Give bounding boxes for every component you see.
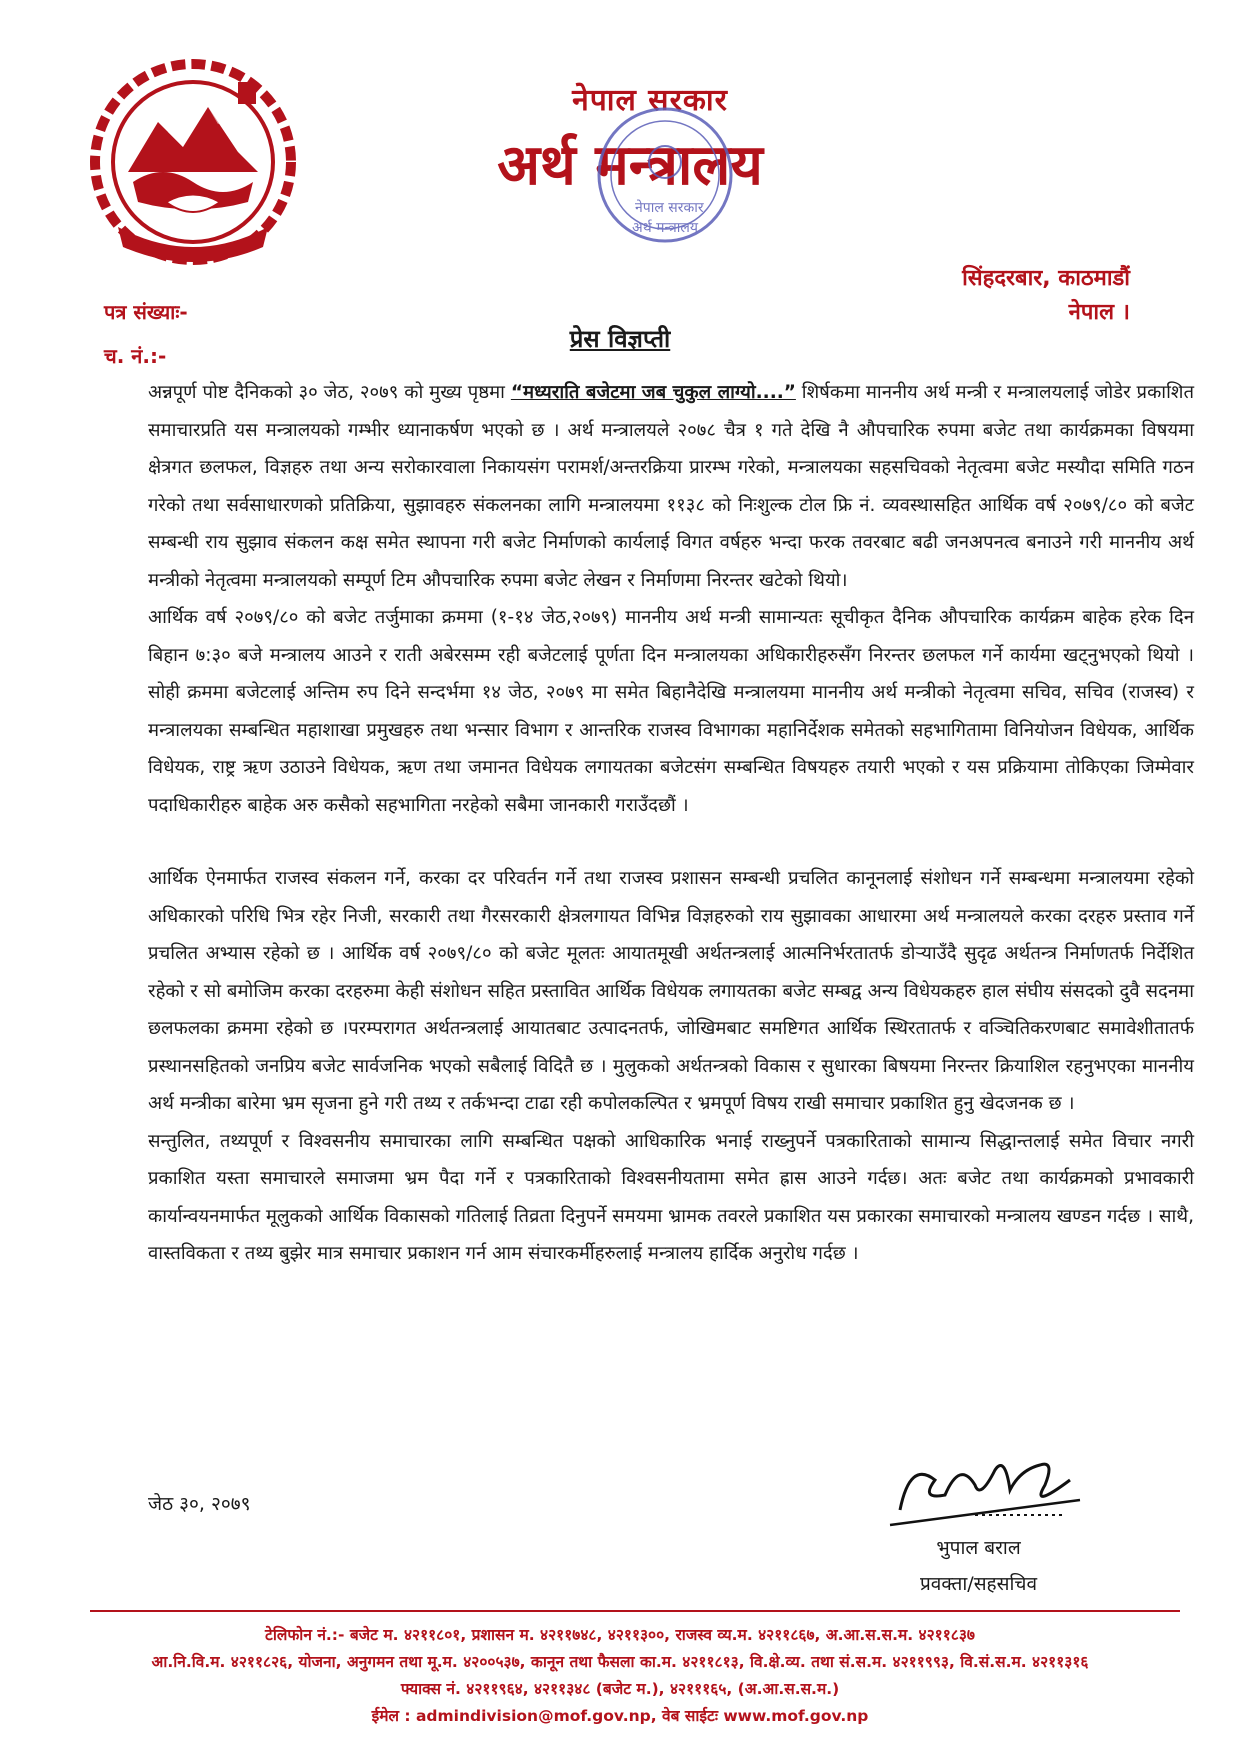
paragraph-1-start: अन्नपूर्ण पोष्ट दैनिकको ३० जेठ, २०७९ को मुख्य पृष्ठमा xyxy=(148,382,511,403)
ministry-name: अर्थ मन्त्रालय xyxy=(497,133,763,198)
paragraph-3: आर्थिक ऐनमार्फत राजस्व संकलन गर्ने, करका दर परिवर्तन गर्ने तथा राजस्व प्रशासन सम्बन्धी प्रचलित कानूनलाई संशोधन गर्ने सम्बन्धमा मन्त्रालयमा रहेको अधिकारको परिधि भित्र रहेर निजी, सरकारी तथा गैरसरकारी क्षेत्रलगायत विभिन्न विज्ञहरुको राय सुझावका आधारमा अर्थ मन्त्रालयले करका दरहरु प्रस्ताव गर्ने प्रचलित अभ्यास रहेको छ । आर्थिक वर्ष २०७९/८० को बजेट मूलतः आयातमूखी अर्थतन्त्रलाई आत्मनिर्भरतातर्फ डोऱ्याउँदै सुदृढ अर्थतन्त्र निर्माणतर्फ निर्देशित रहेको र सो बमोजिम करका दरहरुमा केही संशोधन सहित प्रस्तावित आर्थिक विधेयक लगायतका बजेट सम्बद्व अन्य विधेयकहरु हाल संघीय संसदको दुवै सदनमा छलफलका क्रममा रहेको छ ।परम्परागत अर्थतन्त्रलाई आयातबाट उत्पादनतर्फ, जोखिमबाट समष्टिगत आर्थिक स्थिरतातर्फ र वञ्चितिकरणबाट समावेशीतातर्फ प्रस्थानसहितको जनप्रिय बजेट सार्वजनिक भएको सबैलाई विदितै छ । मुलुकको अर्थतन्त्रको विकास र सुधारका बिषयमा निरन्तर क्रियाशिल रहनुभएका माननीय अर्थ मन्त्रीका बारेमा भ्रम सृजना हुने गरी तथ्य र तर्कभन्दा टाढा रही कपोलकल्पित र भ्रमपूर्ण विषय राखी समाचार प्रकाशित हुनु खेदजनक छ । xyxy=(148,868,1194,1114)
website-link[interactable]: www.mof.gov.np xyxy=(723,1707,869,1725)
footer-divider xyxy=(90,1610,1180,1612)
email-label: ईमेल : xyxy=(371,1707,416,1725)
letter-date: जेठ ३०, २०७९ xyxy=(148,1493,251,1515)
letterhead-footer xyxy=(30,1622,1210,1730)
ministry-stamp-icon xyxy=(590,100,740,250)
footer-contact-line xyxy=(30,1703,1210,1730)
paragraph-4: सन्तुलित, तथ्यपूर्ण र विश्वसनीय समाचारका लागि सम्बन्धित पक्षको आधिकारिक भनाई राख्नुपर्ने पत्रकारिताको सामान्य सिद्धान्तलाई समेत विचार नगरी प्रकाशित यस्ता समाचारले समाजमा भ्रम पैदा गर्ने र पत्रकारिताको विश्वसनीयतामा समेत ह्रास आउने गर्दछ। अतः बजेट तथा कार्यक्रमको प्रभावकारी कार्यान्वयनमार्फत मूलुकको आर्थिक विकासको गतिलाई तिव्रता दिनुपर्ने समयमा भ्रामक तवरले प्रकाशित यस प्रकारका समाचारको मन्त्रालय खण्डन गर्दछ । साथै, वास्तविकता र तथ्य बुझेर मात्र समाचार प्रकाशन गर्न आम संचारकर्मीहरुलाई मन्त्रालय हार्दिक अनुरोध गर्दछ । xyxy=(148,1130,1194,1264)
paragraph-1-rest: शिर्षकमा माननीय अर्थ मन्त्री र मन्त्रालयलाई जोडेर प्रकाशित समाचारप्रति यस मन्त्रालयको गम्भीर ध्यानाकर्षण भएको छ । अर्थ मन्त्रालयले २०७८ चैत्र १ गते देखि नै औपचारिक रुपमा बजेट तथा कार्यक्रमका विषयमा क्षेत्रगत छलफल, विज्ञहरु तथा अन्य सरोकारवाला निकायसंग परामर्श/अन्तरक्रिया प्रारम्भ गरेको, मन्त्रालयका सहसचिवको नेतृत्वमा बजेट मस्यौदा समिति गठन गरेको तथा सर्वसाधारणको प्रतिक्रिया, सुझावहरु संकलनका लागि मन्त्रालयमा ११३८ को निःशुल्क टोल फ्रि नं. व्यवस्थासहित आर्थिक वर्ष २०७९/८० को बजेट सम्बन्धी राय सुझाव संकलन कक्ष समेत स्थापना गरी बजेट निर्माणको कार्यलाई विगत वर्षहरु भन्दा फरक तवरबाट बढी जनअपनत्व बनाउने गरी माननीय अर्थ मन्त्रीको नेतृत्वमा मन्त्रालयको सम्पूर्ण टिम औपचारिक रुपमा बजेट लेखन र निर्माणमा निरन्तर खटेको थियो। xyxy=(148,382,1194,591)
subject-heading xyxy=(0,322,1240,355)
letter-number-label: पत्र संख्याः- xyxy=(104,300,188,324)
website-label: , वेब साईटः xyxy=(650,1707,724,1725)
svg-text:नेपाल सरकार: नेपाल सरकार xyxy=(635,200,704,216)
signer-name: भुपाल बराल xyxy=(936,1537,1021,1559)
address-line-1: सिंहदरबार, काठमाडौं xyxy=(962,266,1130,291)
footer-phone-line-1: टेलिफोन नं.:- बजेट म. ४२११८०१, प्रशासन म. ४२११७४८, ४२११३००, राजस्व व्य.म. ४२११८६७, अ.आ.स.स.म. ४२११८३७ xyxy=(265,1626,975,1644)
signer-title: प्रवक्ता/सहसचिव xyxy=(920,1573,1038,1595)
paragraph-2: आर्थिक वर्ष २०७९/८० को बजेट तर्जुमाका क्रममा (१-१४ जेठ,२०७९) माननीय अर्थ मन्त्री सामान्यतः सूचीकृत दैनिक औपचारिक कार्यक्रम बाहेक हरेक दिन बिहान ७:३० बजे मन्त्रालय आउने र राती अबेरसम्म रही बजेटलाई पूर्णता दिन मन्त्रालयका अधिकारीहरुसँग निरन्तर छलफल गर्ने कार्यमा खट्नुभएको थियो । सोही क्रममा बजेटलाई अन्तिम रुप दिने सन्दर्भमा १४ जेठ, २०७९ मा समेत बिहानैदेखि मन्त्रालयमा माननीय अर्थ मन्त्रीको नेतृत्वमा सचिव, सचिव (राजस्व) र मन्त्रालयका सम्बन्धित महाशाखा प्रमुखहरु तथा भन्सार विभाग र आन्तरिक राजस्व विभागका महानिर्देशक समेतको सहभागितामा विनियोजन विधेयक, आर्थिक विधेयक, राष्ट्र ऋण उठाउने विधेयक, ऋण तथा जमानत विधेयक लगायतका बजेटसंग सम्बन्धित विषयहरु तयारी भएको र यस प्रक्रियामा तोकिएका जिम्मेवार पदाधिकारीहरु बाहेक अरु कसैको सहभागिता नरहेको सबैमा जानकारी गराउँदछौं । xyxy=(148,607,1194,816)
svg-text:अर्थ मन्त्रालय: अर्थ मन्त्रालय xyxy=(632,220,698,236)
footer-phone-line-2: आ.नि.वि.म. ४२११८२६, योजना, अनुगमन तथा मू.म. ४२००५३७, कानून तथा फैसला का.म. ४२११८१३, वि.क्षे.व्य. तथा सं.स.म. ४२११९९३, वि.सं.स.म. ४२११३१६ xyxy=(151,1653,1089,1671)
subject-text: प्रेस विज्ञप्ती xyxy=(569,325,671,353)
signer-block xyxy=(920,1530,1037,1602)
ministry-address xyxy=(962,262,1130,330)
address-line-2: नेपाल । xyxy=(1068,300,1130,325)
dispatch-number-label: च. नं.:- xyxy=(104,344,167,368)
government-name: नेपाल सरकार xyxy=(572,83,728,118)
email-address[interactable]: admindivision@mof.gov.np xyxy=(415,1707,651,1725)
nepal-emblem-icon xyxy=(88,52,298,272)
footer-fax-line: फ्याक्स नं. ४२११९६४, ४२११३४८ (बजेट म.), ४२१११६५, (अ.आ.स.स.म.) xyxy=(400,1680,840,1698)
headline-quote: “मध्यराति बजेटमा जब चुकुल लाग्यो....” xyxy=(510,382,796,403)
signature-icon xyxy=(880,1440,1090,1530)
letter-body xyxy=(148,374,1194,1273)
paragraph-1 xyxy=(148,374,1194,599)
